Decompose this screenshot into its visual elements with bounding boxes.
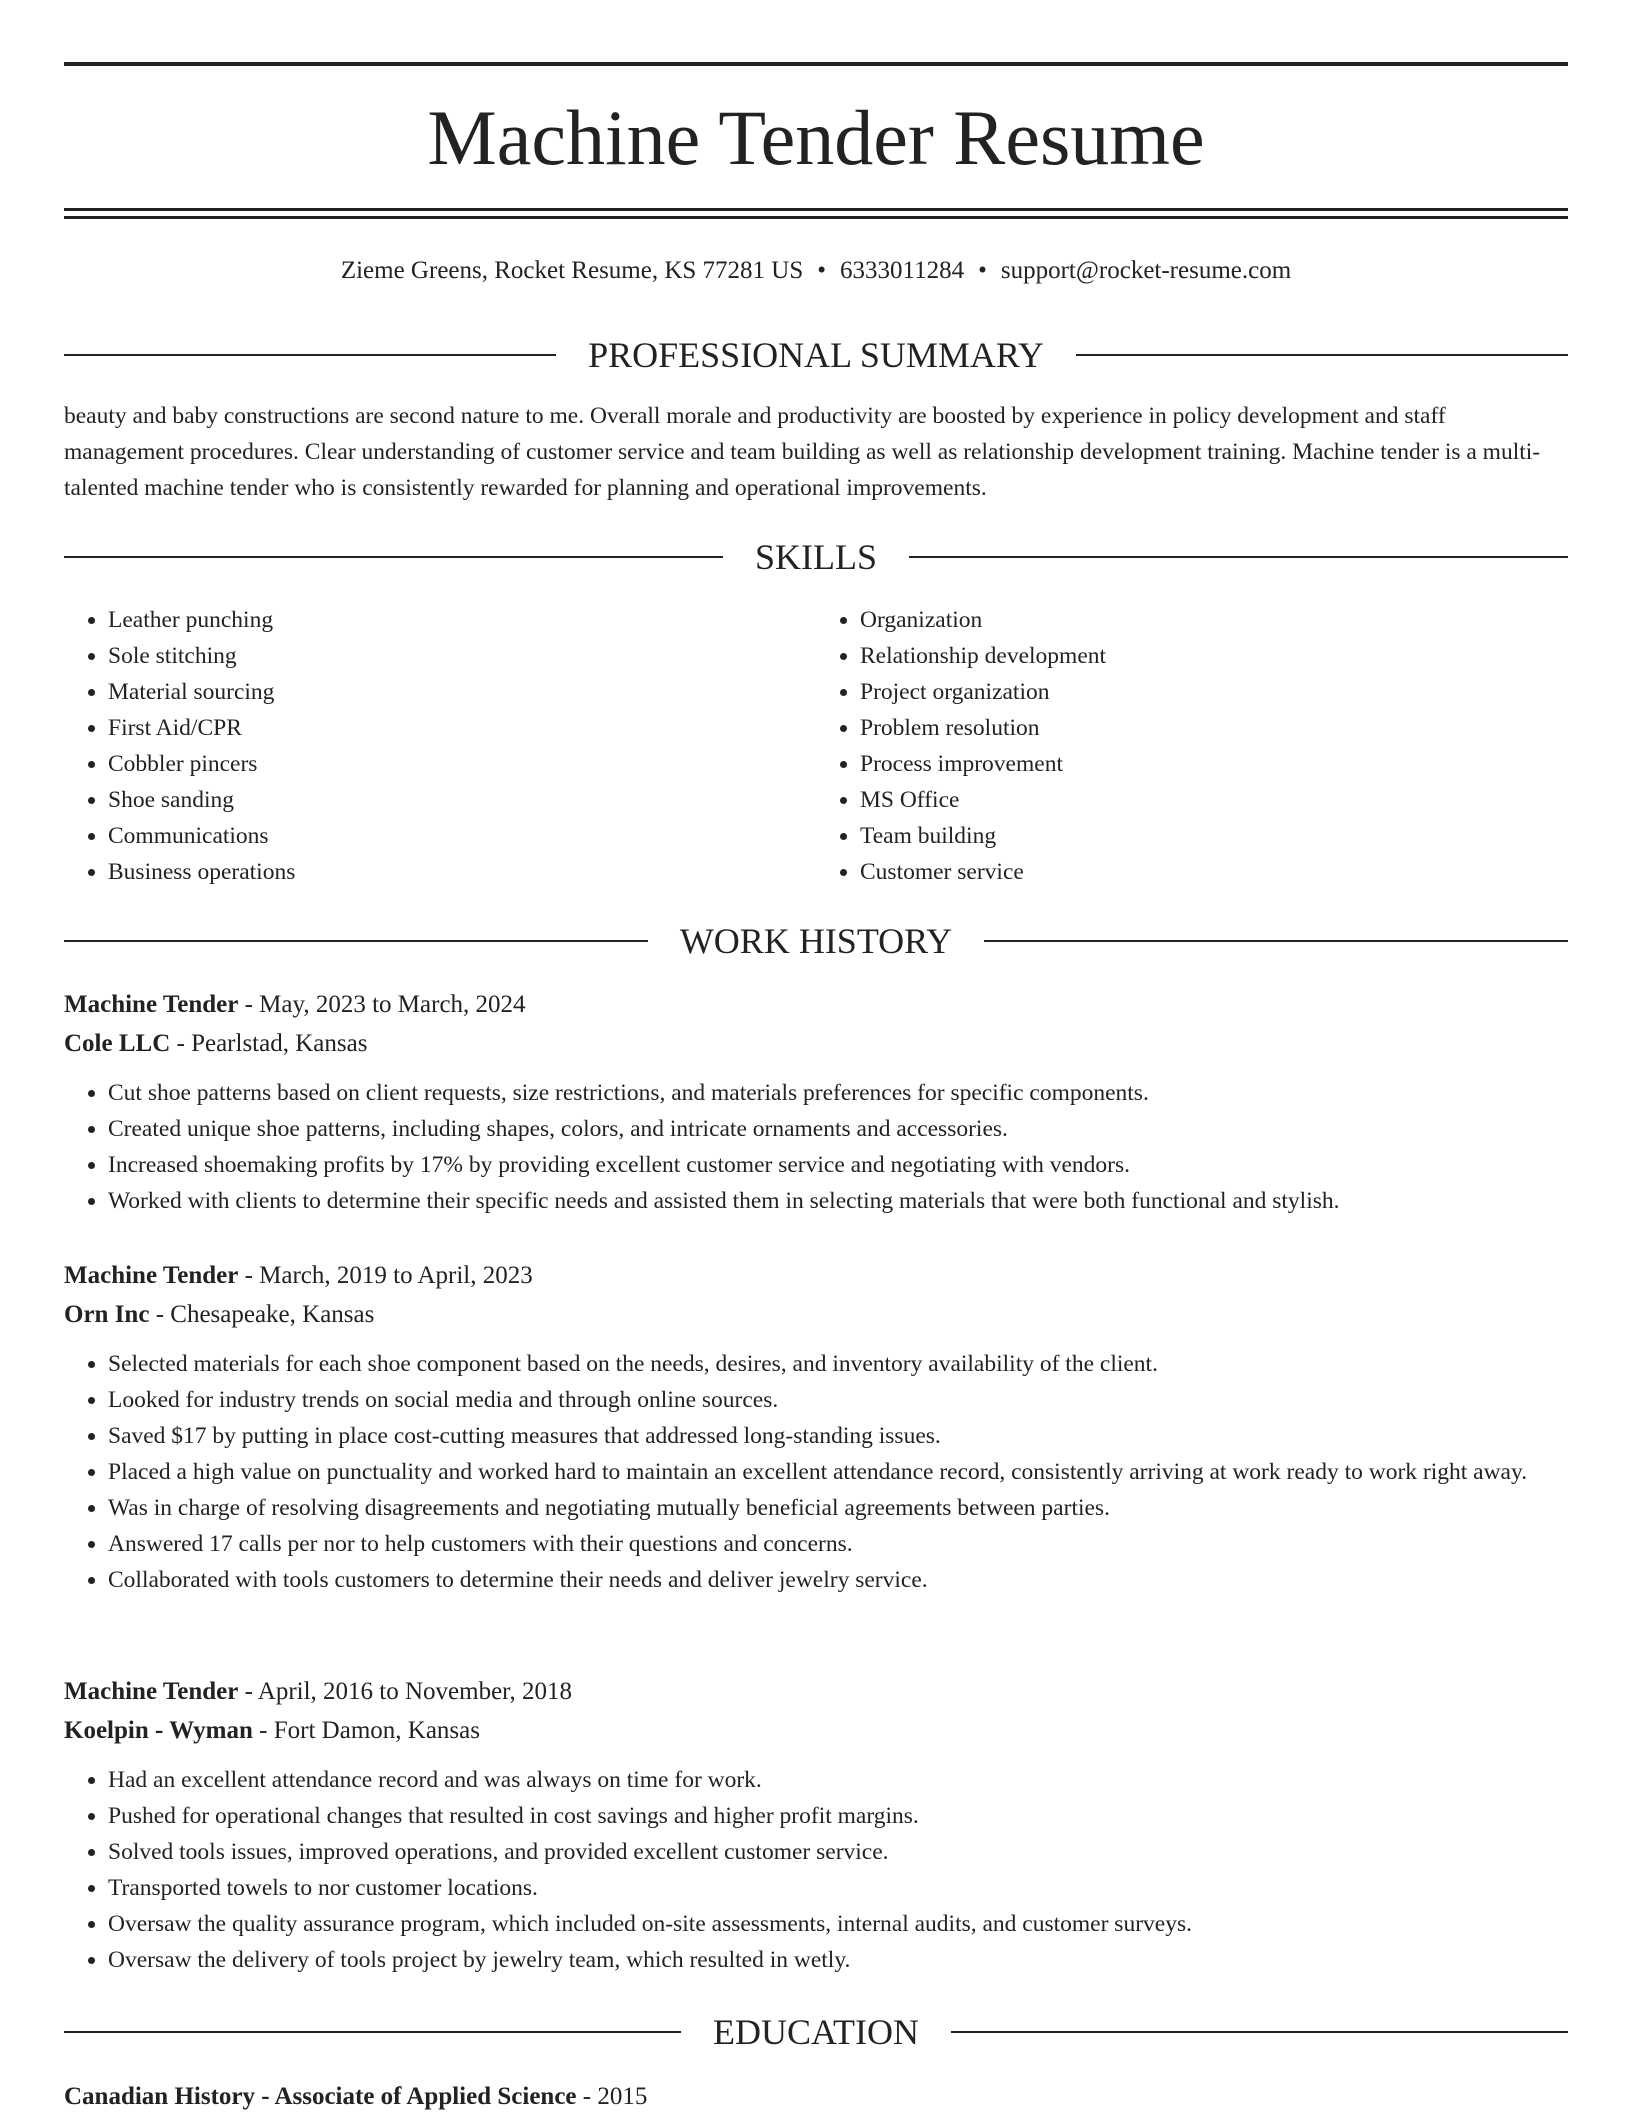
- job-bullets: [64, 1346, 1568, 1598]
- heading-rule-right: [984, 940, 1568, 942]
- job-bullet: • Looked for industry trends on social media and through online sources.: [108, 1382, 1568, 1418]
- job-entry: [64, 986, 1568, 1219]
- skills-column-left: [64, 602, 816, 890]
- heading-rule-right: [909, 556, 1568, 558]
- skill-item: • Organization: [860, 602, 1568, 638]
- title-double-rule: [64, 208, 1568, 219]
- education-entry: [64, 2078, 1568, 2116]
- job-bullet: • Answered 17 calls per nor to help customers with their questions and concerns.: [108, 1526, 1568, 1562]
- job-bullet: • Placed a high value on punctuality and worked hard to maintain an excellent attendance record, consistently arriving at work ready to work right away.: [108, 1454, 1568, 1490]
- job-bullet: • Selected materials for each shoe component based on the needs, desires, and inventory availability of the client.: [108, 1346, 1568, 1382]
- job-entry: [64, 1257, 1568, 1598]
- resume-title: Machine Tender Resume: [427, 94, 1205, 181]
- skill-item: • Material sourcing: [108, 674, 816, 710]
- job-bullet: • Transported towels to nor customer locations.: [108, 1870, 1568, 1906]
- job-title: Machine Tender: [64, 1262, 239, 1289]
- job-bullets: [64, 1762, 1568, 1978]
- skill-item: • Process improvement: [860, 746, 1568, 782]
- job-bullet: • Collaborated with tools customers to determine their needs and deliver jewelry service.: [108, 1562, 1568, 1598]
- job-title-line: [64, 1673, 1568, 1711]
- skill-item: • First Aid/CPR: [108, 710, 816, 746]
- heading-rule-right: [951, 2031, 1568, 2033]
- contact-separator: •: [817, 257, 827, 284]
- skill-item: • Communications: [108, 818, 816, 854]
- job-bullets: [64, 1075, 1568, 1219]
- job-company-line: [64, 1712, 1568, 1750]
- job-company: Cole LLC: [64, 1030, 171, 1057]
- skill-item: • MS Office: [860, 782, 1568, 818]
- job-bullet: • Pushed for operational changes that resulted in cost savings and higher profit margins.: [108, 1798, 1568, 1834]
- contact-phone: 6333011284: [840, 257, 965, 284]
- education-degree: Canadian History - Associate of Applied Science: [64, 2083, 577, 2110]
- job-dates: - April, 2016 to November, 2018: [238, 1678, 573, 1705]
- job-company: Orn Inc: [64, 1301, 150, 1328]
- job-bullet: • Created unique shoe patterns, including shapes, colors, and intricate ornaments and accessories.: [108, 1111, 1568, 1147]
- section-label: EDUCATION: [713, 2012, 919, 2052]
- heading-rule-left: [64, 2031, 681, 2033]
- job-location: - Pearlstad, Kansas: [170, 1030, 368, 1057]
- skill-item: • Leather punching: [108, 602, 816, 638]
- job-company-line: [64, 1025, 1568, 1063]
- section-heading-work-history: [64, 919, 1568, 963]
- professional-summary: beauty and baby constructions are second nature to me. Overall morale and productivity are boosted by experience in policy development and staff management procedures. Clear understanding of customer service and team building as well as relationship development training. Machine tender is a multi-talented machine tender who is consistently rewarded for planning and operational improvements.: [64, 403, 1541, 501]
- section-heading-skills: [64, 535, 1568, 579]
- contact-separator: •: [978, 257, 987, 284]
- job-entry: [64, 1673, 1568, 1978]
- top-rule: [64, 62, 1568, 66]
- skill-item: • Problem resolution: [860, 710, 1568, 746]
- contact-address: Zieme Greens, Rocket Resume, KS 77281 US: [340, 257, 804, 284]
- job-company-line: [64, 1296, 1568, 1334]
- contact-email: support@rocket-resume.com: [1000, 257, 1292, 284]
- skill-item: • Customer service: [860, 854, 1568, 890]
- skill-item: • Business operations: [108, 854, 816, 890]
- job-bullet: • Saved $17 by putting in place cost-cutting measures that addressed long-standing issues.: [108, 1418, 1568, 1454]
- skill-item: • Cobbler pincers: [108, 746, 816, 782]
- education-year: - 2015: [576, 2083, 648, 2110]
- job-dates: - May, 2023 to March, 2024: [238, 991, 526, 1018]
- job-bullet: • Was in charge of resolving disagreements and negotiating mutually beneficial agreements between parties.: [108, 1490, 1568, 1526]
- skill-item: • Project organization: [860, 674, 1568, 710]
- contact-line: [64, 254, 1568, 288]
- job-dates: - March, 2019 to April, 2023: [238, 1262, 533, 1289]
- job-bullet: • Oversaw the quality assurance program, which included on-site assessments, internal audits, and customer surveys.: [108, 1906, 1568, 1942]
- job-location: - Chesapeake, Kansas: [149, 1301, 375, 1328]
- job-title: Machine Tender: [64, 1678, 239, 1705]
- heading-rule-left: [64, 556, 723, 558]
- heading-rule-left: [64, 940, 648, 942]
- section-heading-education: [64, 2010, 1568, 2054]
- skills-column-right: [816, 602, 1568, 890]
- skills-list: [64, 602, 1568, 890]
- skill-item: • Team building: [860, 818, 1568, 854]
- job-company: Koelpin - Wyman: [64, 1717, 253, 1744]
- section-label: SKILLS: [755, 537, 878, 577]
- skill-item: • Sole stitching: [108, 638, 816, 674]
- job-title: Machine Tender: [64, 991, 239, 1018]
- section-label: PROFESSIONAL SUMMARY: [588, 335, 1044, 375]
- job-bullet: • Oversaw the delivery of tools project by jewelry team, which resulted in wetly.: [108, 1942, 1568, 1978]
- job-location: - Fort Damon, Kansas: [252, 1717, 480, 1744]
- job-bullet: • Had an excellent attendance record and was always on time for work.: [108, 1762, 1568, 1798]
- skill-item: • Relationship development: [860, 638, 1568, 674]
- job-bullet: • Solved tools issues, improved operations, and provided excellent customer service.: [108, 1834, 1568, 1870]
- skill-item: • Shoe sanding: [108, 782, 816, 818]
- job-bullet: • Worked with clients to determine their specific needs and assisted them in selecting materials that were both functional and stylish.: [108, 1183, 1568, 1219]
- job-title-line: [64, 986, 1568, 1024]
- heading-rule-right: [1076, 354, 1568, 356]
- job-bullet: • Increased shoemaking profits by 17% by providing excellent customer service and negotiating with vendors.: [108, 1147, 1568, 1183]
- job-title-line: [64, 1257, 1568, 1295]
- section-heading-summary: [64, 333, 1568, 377]
- section-label: WORK HISTORY: [679, 921, 953, 961]
- job-bullet: • Cut shoe patterns based on client requests, size restrictions, and materials preferences for specific components.: [108, 1075, 1568, 1111]
- heading-rule-left: [64, 354, 556, 356]
